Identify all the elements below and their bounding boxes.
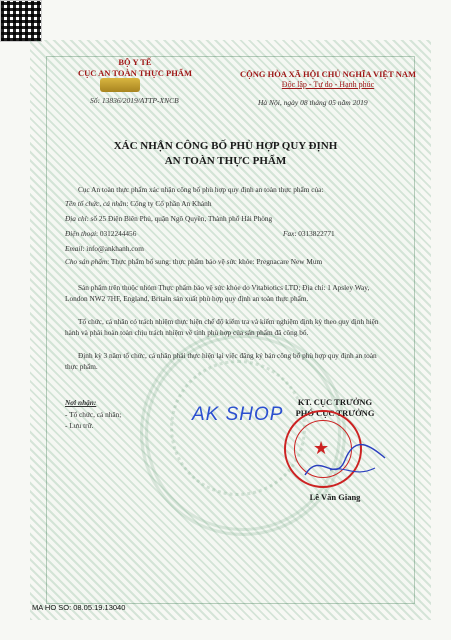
address-value: : số 25 Điện Biên Phủ, quận Ngô Quyền, Thành phố Hải Phòng — [86, 214, 273, 223]
fax-label: Fax — [283, 229, 295, 238]
agency-name: CỤC AN TOÀN THỰC PHẨM — [78, 68, 192, 78]
fax-value: : 0313822771 — [294, 229, 335, 238]
recipient-item-2: - Lưu trữ. — [65, 421, 94, 430]
signer-role-1: KT. CỤC TRƯỞNG — [297, 397, 373, 407]
email-label: Email — [65, 244, 83, 253]
origin-paragraph: Sản phẩm trên thuộc nhóm Thực phẩm bảo vệ sức khỏe do Vitabiotics LTD; Địa chỉ: 1 Apsley Way, London NW2 7HF, England, Britain sản xuất phù hợp quy định an toàn thực phẩm. — [65, 283, 370, 303]
signer-name: Lê Văn Giang — [309, 492, 361, 502]
org-label: Tên tổ chức, cá nhân — [65, 199, 127, 208]
document-title-line1: XÁC NHẬN CÔNG BỐ PHÙ HỢP QUY ĐỊNH — [113, 140, 338, 152]
phone-label: Điện thoại — [65, 229, 97, 238]
watermark-emblem-inner — [170, 360, 306, 496]
phone-value: : 0312244456 — [96, 229, 137, 238]
ministry-name: BỘ Y TẾ — [118, 57, 152, 67]
document-title-line2: AN TOÀN THỰC PHẨM — [164, 155, 287, 167]
national-motto: Độc lập - Tự do - Hạnh phúc — [281, 80, 375, 89]
signer-role-2: PHÓ CỤC TRƯỞNG — [295, 408, 375, 418]
product-row — [65, 256, 385, 267]
national-title: CỘNG HÒA XÃ HỘI CHỦ NGHĨA VIỆT NAM — [239, 69, 417, 79]
renewal-paragraph: Định kỳ 3 năm tổ chức, cá nhân phải thực hiện lại việc đăng ký bản công bố phù hợp quy định an toàn thực phẩm. — [65, 351, 377, 371]
address-row — [65, 214, 272, 223]
product-label: Cho sản phẩm — [65, 257, 108, 266]
seal-star-icon: ★ — [313, 438, 330, 458]
agency-logo — [100, 78, 140, 92]
phone-row — [65, 229, 136, 238]
address-label: Địa chỉ — [65, 214, 87, 223]
email-value: : info@ankhanh.com — [82, 244, 144, 253]
email-row — [65, 244, 144, 253]
recipient-item-1: - Tổ chức, cá nhân; — [65, 410, 122, 419]
intro-text: Cục An toàn thực phẩm xác nhận công bố phù hợp quy định an toàn thực phẩm của: — [78, 185, 324, 194]
issue-date: Hà Nội, ngày 08 tháng 05 năm 2019 — [258, 98, 368, 107]
product-value: : Thực phẩm bổ sung: thực phẩm bảo vệ sức khỏe: Pregnacare New Mum — [107, 257, 323, 266]
recipients-label: Nơi nhận: — [65, 398, 97, 407]
document-number: Số: 13836/2019/ATTP-XNCB — [90, 96, 179, 105]
shop-watermark: AK SHOP — [192, 404, 284, 425]
org-value: : Công ty Cổ phần An Khánh — [126, 199, 212, 208]
qr-code — [0, 0, 42, 42]
handwritten-signature — [300, 440, 390, 490]
org-row — [65, 199, 211, 208]
dossier-code: MA HO SO: 08.05.19.13040 — [32, 603, 126, 612]
responsibility-paragraph: Tổ chức, cá nhân có trách nhiệm thực hiện chế độ kiểm tra và kiểm nghiệm định kỳ theo quy định hiện hành và phải hoàn toàn chịu trách nhiệm về tính phù hợp của sản phẩm đã công bố. — [65, 317, 379, 337]
fax-row — [283, 229, 335, 238]
